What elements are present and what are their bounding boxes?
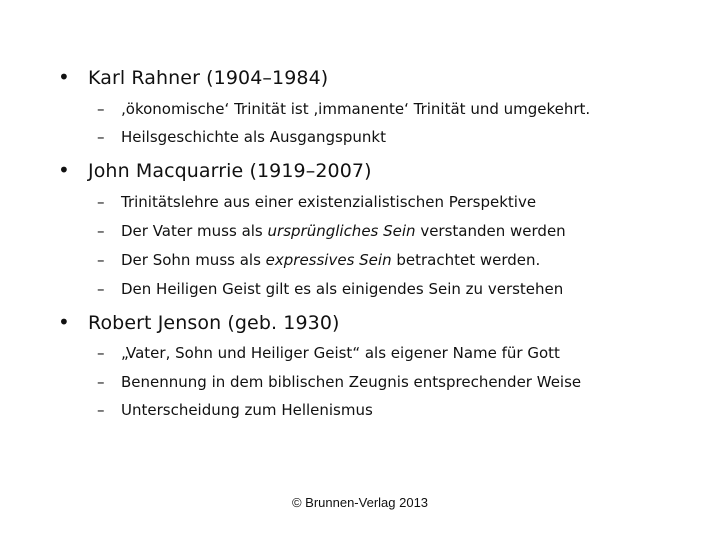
section-heading xyxy=(58,65,328,89)
list-item-text: Den Heiligen Geist gilt es als einigendes Sein zu verstehen xyxy=(121,280,564,298)
section-heading xyxy=(58,310,340,334)
bullet-icon: • xyxy=(58,65,70,89)
list-item xyxy=(97,100,590,118)
dash-icon: – xyxy=(97,128,105,146)
bullet-icon: • xyxy=(58,158,70,182)
list-item xyxy=(97,344,560,362)
dash-icon: – xyxy=(97,344,105,362)
list-item-text: Der Vater muss als ursprüngliches Sein verstanden werden xyxy=(121,222,566,240)
list-item-text: ‚ökonomische‘ Trinität ist ‚immanente‘ Trinität und umgekehrt. xyxy=(121,100,591,118)
dash-icon: – xyxy=(97,373,105,391)
dash-icon: – xyxy=(97,401,105,419)
bullet-icon: • xyxy=(58,310,70,334)
list-item xyxy=(97,401,373,419)
list-item-text: Trinitätslehre aus einer existenzialistischen Perspektive xyxy=(121,193,537,211)
list-item xyxy=(97,251,540,269)
list-item-text: Der Sohn muss als expressives Sein betrachtet werden. xyxy=(121,251,541,269)
section-title: Robert Jenson (geb. 1930) xyxy=(88,312,340,334)
list-item-text: Unterscheidung zum Hellenismus xyxy=(121,401,373,419)
section-title: John Macquarrie (1919–2007) xyxy=(88,160,372,182)
list-item xyxy=(97,280,563,298)
copyright-footer: © Brunnen-Verlag 2013 xyxy=(291,495,429,510)
dash-icon: – xyxy=(97,280,105,298)
list-item-text: Heilsgeschichte als Ausgangspunkt xyxy=(121,128,386,146)
list-item-text: „Vater, Sohn und Heiliger Geist“ als eigener Name für Gott xyxy=(121,344,560,362)
list-item xyxy=(97,373,581,391)
list-item-text: Benennung in dem biblischen Zeugnis entsprechender Weise xyxy=(121,373,582,391)
dash-icon: – xyxy=(97,100,105,118)
dash-icon: – xyxy=(97,222,105,240)
list-item xyxy=(97,193,536,211)
dash-icon: – xyxy=(97,193,105,211)
section-heading xyxy=(58,158,372,182)
dash-icon: – xyxy=(97,251,105,269)
list-item xyxy=(97,128,386,146)
list-item xyxy=(97,222,566,240)
section-title: Karl Rahner (1904–1984) xyxy=(88,67,329,89)
